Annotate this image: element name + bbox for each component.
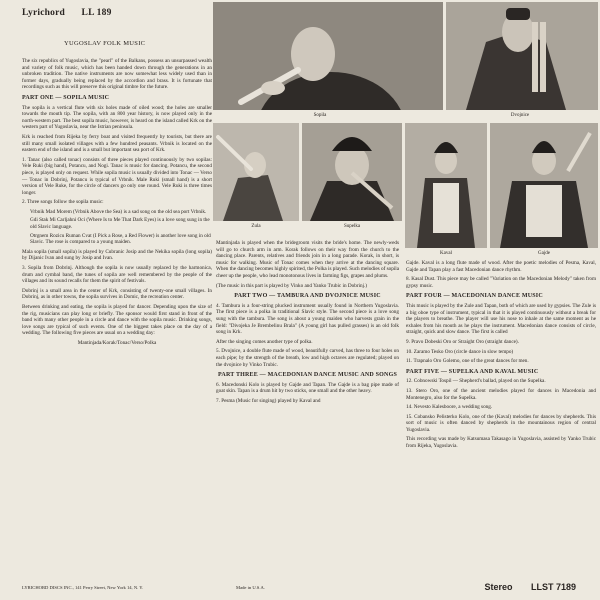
supelka-photo xyxy=(302,123,402,221)
wedding-pieces: Mantinjada/Korak/Tonac/Verso/Polka xyxy=(77,339,157,346)
paragraph: 1. Tanac (also called tonac) consists of three pieces played continuously by two sopilas: Vele Ruki (big hand), Potancu, and Nogi. Tanac is music for dancing. Potancu, the second piece, is played only on request. While sopila music is usually divided into Tonac — Verso — Tonac in Dobrinj, Potancu is typical of Vrbnik. Male Ruki (small hand) is a short version of Vele Ruke, for the circle of dancers go only one round. Vele Ruki is three times longer. xyxy=(22,156,212,196)
paragraph: This music is played by the Zule and Tapan, both of which are used by gypsies. The Zule is a big oboe type of instrument, typical in that it is played continuously without a break for the players to breathe. The player will use his nose to inhale at the same moment as he exhales from his mouth as he plays the instrument. Macedonian dance consists of circle, straight, quick and slow dance. The first is called xyxy=(406,302,596,336)
caption-dvojnice: Dvojnice xyxy=(510,113,530,118)
caption-sopila: Sopila xyxy=(313,113,327,118)
paragraph: Dobrinj is a small area in the center of Krk, consisting of twenty-one small villages. In Dobrinj, as in other towns, the sopila survives in Domic, the recreation center. xyxy=(22,287,212,301)
catalog-number: LL 189 xyxy=(81,8,112,18)
paragraph: 11. Trapnalo Oro Golemo, one of the great dances for men. xyxy=(406,358,529,365)
paragraph: Between drinking and eating, the sopila is played for dancer. Depending upon the size of the rig, musicians can play long or briefly. The sponsor would first stand in front of the band with many other people in a circle and dance with the sopila music. Drinking songs, love songs are typical of such events. One of the biggest takes place on the day of a wedding. The following five pieces are usual on a wedding day: xyxy=(22,304,212,337)
caption-gajde: Gajde xyxy=(538,251,550,256)
made-in-label: Made in U.S.A. xyxy=(236,585,265,590)
kaval-photo xyxy=(405,123,487,248)
liner-notes-column-2 xyxy=(216,240,399,407)
paragraph: 4. Tambura is a four-string plucked instrument usually found in Northern Yugoslavia. The first piece is a polka in traditional Slavic style. The second piece is a love song sung with the tambura. The song is about a young maiden who harvests grain in the field: "Divojeka Je Brembelinu Brala" (A young girl has pulled grasses) is an old folk song in Krk. xyxy=(216,302,399,336)
song-entry: Vrbnik Mad Morem (Vrbnik Above the Sea) is a sad song on the old sea port Vrbnik. xyxy=(30,208,207,215)
paragraph: 7. Pesma (Music for singing) played by Kaval and xyxy=(216,397,321,404)
paragraph: Mala sopila (small sopila) is played by Cubranic Josip and the Nekika sopila (long sopila) by Dijanic Ivan and sung by Josip and Ivan. xyxy=(22,248,212,262)
caption-zula: Zula xyxy=(251,224,261,229)
stereo-label xyxy=(468,582,576,592)
liner-notes-column-1 xyxy=(22,58,212,350)
paragraph: Mantinjada is played when the bridegroom visits the bride's home. The newly-weds will go to church arm in arm. Korak follows on their way from the church to the dancing place. Parents, relatives and friends join in a long parade. Korak, in short, is music for walking. Music of Tonac comes when they arrive at the dancing square. When the dancing becomes highly spirited, the Polka is played. Such melodies of sopila cheer up the people, who lead monotonous lives in farming figs, grapes and plums. xyxy=(216,240,399,279)
publisher-address: LYRICHORD DISCS INC., 141 Perry Street, New York 14, N. Y. xyxy=(22,585,144,590)
gajde-photo xyxy=(490,123,598,248)
caption-supelka: Supelka xyxy=(343,224,361,229)
paragraph: Gajde. Kaval is a long flute made of wood. After the poetic melodies of Pesma, Kaval, Gajde and Tapan play a fast Macedonian dance rhythm. xyxy=(406,260,596,273)
paragraph: 13. Stero Oro, one of the ancient melodies played for dances in Macedonia and Montenegro, also for the Supelka. xyxy=(406,387,596,401)
part-one-heading: PART ONE — SOPILA MUSIC xyxy=(22,94,110,101)
paragraph: 8. Kasal Dust. This piece may be called "Variation on the Macedonian Melody" taken from gypsy music. xyxy=(406,276,596,289)
paragraph: 15. Cobansko Pelisterko Kolo, one of the (Kaval) melodies for dances by shepherds. This sort of music is often danced by shepherds in the mountainous region of central Yugoslavia. xyxy=(406,413,596,433)
part-three-heading: PART THREE — MACEDONIAN DANCE MUSIC AND SONGS xyxy=(218,372,397,379)
song-entry: Otrgnem Rozicu Ruman Cvat (I Pick a Rose, a Red Flower) is another love song in old Slavic. The rose is compared to a young maiden. xyxy=(30,232,211,246)
song-list xyxy=(30,209,212,246)
stereo-catalog-number: LLST 7189 xyxy=(530,582,576,592)
paragraph: 12. Cobnowski Tospil — Shepherd's ballad, played on the Supelka. xyxy=(406,378,546,385)
paragraph: The sopila is a vertical flute with six holes made of oiled wood; the holes are smaller towards the mouth tip. The sopila, with an 800 year history, is now played only in the north-western part. The best sopila music, however, is heard on the island called Krk on the western part of Yugoslavia, near the Istrian peninsula. xyxy=(22,104,212,131)
paragraph: (The music in this part is played by Vinko and Yanko Trubic in Dobrinj.) xyxy=(216,282,368,289)
paragraph: 14. Nevesto Kalesboore, a wedding song. xyxy=(406,404,493,411)
paragraph: 5. Dvojnice, a double flute made of wood, beautifully carved, has three to four holes on each pipe; by the strength of the breath, low and high octaves are regulated; played on the dvojnice by Vinko Trubic. xyxy=(216,348,399,368)
paragraph: 2. Three songs follow the sopila music: xyxy=(22,199,104,206)
zula-photo xyxy=(213,123,299,221)
dvojnice-player-image xyxy=(446,2,598,110)
part-five-heading: PART FIVE — SUPELKA AND KAVAL MUSIC xyxy=(406,368,539,375)
label-name: Lyrichord xyxy=(22,8,65,18)
paragraph: 6. Macedonski Kolo is played by Gajde and Tapan. The Gajde is a bag pipe made of goat skin. Tapan is a drum hit by two sticks, one small and the other heavy. xyxy=(216,381,399,395)
sopila-photo xyxy=(213,2,443,110)
sopila-player-image xyxy=(213,2,443,110)
song-entry: Gdi Stak Mi Carljahni Oci (Where Is to Me That Dark Eyes) is a love song sung in the old Slavic language. xyxy=(30,217,210,231)
part-two-heading: PART TWO — TAMBURA AND DVOJNICE MUSIC xyxy=(234,293,381,300)
label-header xyxy=(22,8,126,18)
paragraph: 10. Zaramo Tesko Oro (circle dance in slow tempo) xyxy=(406,348,514,355)
paragraph: Krk is reached from Rijeka by ferry boat and visited frequently by tourists, but there are still many small isolated villages with a few hundred peasants. Vrbnik is located on the eastern end of the island and is a small but important sea port of Krk. xyxy=(22,133,212,154)
paragraph: This recording was made by Katsumasa Takasago in Yugoslavia, assisted by Yanko Trubic from Rijeka, Yugoslavia. xyxy=(406,436,596,450)
liner-notes-column-3 xyxy=(406,260,596,453)
paragraph: 3. Sopila from Dobrinj. Although the sopila is now usually replaced by the harmonica, drum and cymbal band, the tunes of sopila are well remembered by the people of the villages and its sound recalls for them the spirit of festivals. xyxy=(22,265,212,285)
dvojnice-photo xyxy=(446,2,598,110)
stereo-text: Stereo xyxy=(484,582,513,592)
caption-kaval: Kaval xyxy=(440,251,452,256)
part-four-heading: PART FOUR — MACEDONIAN DANCE MUSIC xyxy=(406,293,543,300)
intro-paragraph: The six republics of Yugoslavia, the "pearl" of the Balkans, possess an unsurpassed wealth and variety of folk music, which has been handed down through the generations in an unbroken tradition. The native instruments are now somewhat less widely used than in former days, gradually being replaced by the accordion and brass. It is fortunate that recordings such as this will preserve this original timbre for the future. xyxy=(22,58,212,91)
paragraph: After the singing comes another type of polka. xyxy=(216,338,313,345)
album-subtitle: YUGOSLAV FOLK MUSIC xyxy=(64,40,146,47)
paragraph: 9. Pravo Dobeski Oro or Straight Oro (straight dance). xyxy=(406,338,519,345)
